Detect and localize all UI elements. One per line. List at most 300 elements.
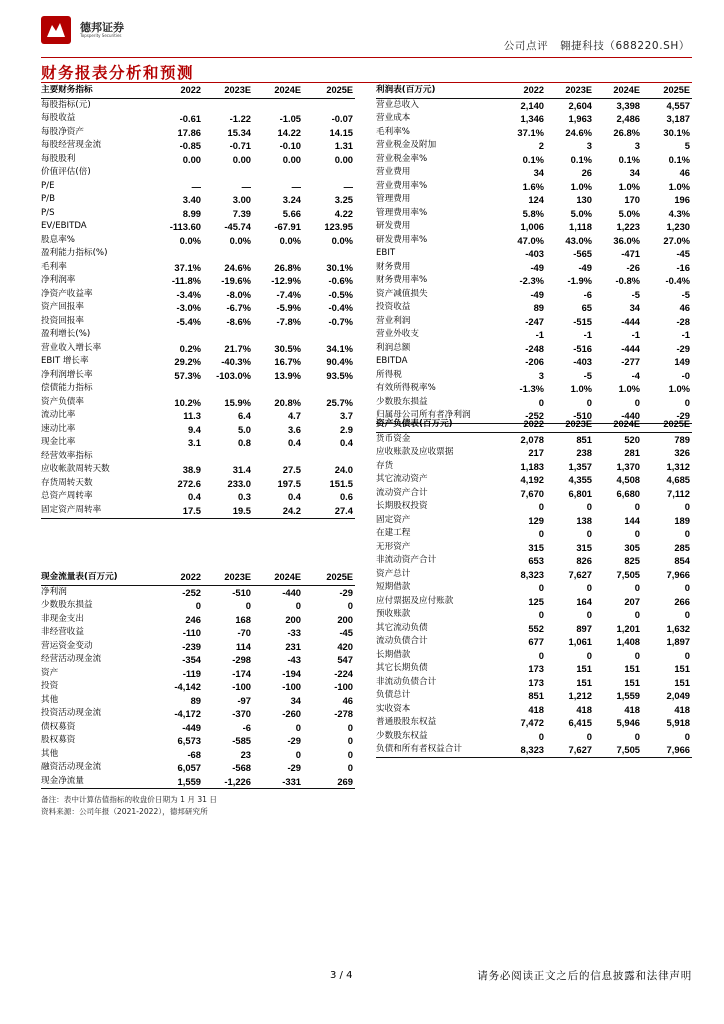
cell-value: 17.86 bbox=[177, 126, 201, 138]
cell-value: — bbox=[291, 180, 301, 192]
cell-value: 1,559 bbox=[153, 775, 203, 789]
cell-value: 0 bbox=[538, 396, 544, 408]
cell-value: 26 bbox=[581, 167, 592, 179]
row-label: 在建工程 bbox=[376, 528, 411, 539]
cell-value: -252 bbox=[496, 409, 546, 423]
cell-value: -278 bbox=[334, 708, 353, 720]
cell-value: 0.0% bbox=[331, 234, 353, 246]
cell-value: 2,049 bbox=[666, 690, 690, 702]
cell-value: -206 bbox=[525, 356, 544, 368]
cell-value: 0.4 bbox=[287, 491, 301, 503]
brand-logo-icon bbox=[41, 16, 71, 44]
row-label: 资产回报率 bbox=[41, 302, 84, 313]
cell-value: 7,966 bbox=[642, 743, 692, 757]
table-row bbox=[376, 432, 692, 446]
cell-value: 272.6 bbox=[177, 477, 201, 489]
cell-value: -354 bbox=[182, 654, 201, 666]
row-label: 净资产收益率 bbox=[41, 288, 93, 299]
cell-value: -440 bbox=[282, 586, 301, 598]
cell-value: -0.07 bbox=[331, 113, 353, 125]
cell-value: 0 bbox=[684, 501, 690, 513]
cell-value: -440 bbox=[594, 409, 642, 423]
table-header-row bbox=[376, 84, 692, 98]
cell-value bbox=[253, 450, 303, 464]
cell-value bbox=[303, 247, 355, 261]
cell-value: 1.0% bbox=[618, 180, 640, 192]
cell-value: 31.4 bbox=[232, 464, 251, 476]
cell-value: -33 bbox=[287, 627, 301, 639]
cell-value: 3.24 bbox=[282, 194, 301, 206]
table-row bbox=[41, 490, 355, 504]
cell-value: 0 bbox=[538, 528, 544, 540]
cell-value bbox=[203, 382, 253, 396]
cell-value: 238 bbox=[576, 447, 592, 459]
table-row bbox=[41, 247, 355, 261]
table-row bbox=[41, 112, 355, 126]
row-label: 净利润率 bbox=[41, 275, 76, 286]
cell-value: -1,226 bbox=[203, 775, 253, 789]
cell-value: 151 bbox=[674, 663, 690, 675]
cell-value: 0.3 bbox=[237, 491, 251, 503]
cell-value: -0.8% bbox=[615, 275, 640, 287]
cell-value: -7.8% bbox=[276, 315, 301, 327]
cell-value: 418 bbox=[624, 703, 640, 715]
cell-value: 125 bbox=[528, 595, 544, 607]
cell-value: 17.5 bbox=[153, 504, 203, 518]
cell-value bbox=[253, 166, 303, 180]
row-label: 少数股东损益 bbox=[376, 396, 428, 407]
cell-value: 25.7% bbox=[326, 396, 353, 408]
cell-value: -29 bbox=[642, 409, 692, 423]
row-label: 非流动资产合计 bbox=[376, 555, 437, 566]
row-label: 营业利润 bbox=[376, 315, 411, 326]
cell-value: -113.60 bbox=[169, 221, 201, 233]
row-label: 研发费用 bbox=[376, 221, 411, 232]
cell-value: 123.95 bbox=[324, 221, 353, 233]
cell-value: 38.9 bbox=[182, 464, 201, 476]
cell-value: 144 bbox=[624, 514, 640, 526]
table-row bbox=[376, 568, 692, 582]
cell-value: 46 bbox=[679, 302, 690, 314]
table-row bbox=[376, 716, 692, 730]
row-label: 其它流动负债 bbox=[376, 622, 428, 633]
cell-value: 0 bbox=[347, 735, 353, 747]
row-label: EBIT bbox=[376, 248, 396, 259]
table-row bbox=[376, 328, 692, 342]
table-row bbox=[41, 450, 355, 464]
cell-value: -40.3% bbox=[221, 356, 251, 368]
cell-value bbox=[303, 328, 355, 342]
cell-value: 677 bbox=[528, 636, 544, 648]
table-row bbox=[41, 694, 355, 708]
row-label: 长期借款 bbox=[376, 649, 411, 660]
cell-value: 7,112 bbox=[667, 487, 690, 499]
cell-value: 189 bbox=[674, 514, 690, 526]
cell-value: -1.05 bbox=[279, 113, 301, 125]
table-row bbox=[41, 274, 355, 288]
cell-value: 130 bbox=[576, 194, 592, 206]
row-label: 短期借款 bbox=[376, 582, 411, 593]
table-row bbox=[376, 649, 692, 663]
cell-value: 1,212 bbox=[568, 690, 592, 702]
cell-value: 0.6 bbox=[339, 491, 353, 503]
row-label: 应收帐款周转天数 bbox=[41, 464, 110, 475]
cell-value: -4,172 bbox=[174, 708, 201, 720]
cell-value: 7,472 bbox=[520, 717, 544, 729]
cell-value: -5 bbox=[631, 288, 640, 300]
cell-value: 1,963 bbox=[568, 113, 592, 125]
cell-value: 0 bbox=[245, 600, 251, 612]
cell-value: 0 bbox=[586, 501, 592, 513]
cell-value: 3.7 bbox=[339, 410, 353, 422]
year-header: 2025E bbox=[303, 84, 355, 98]
table-row bbox=[376, 274, 692, 288]
cell-value: 1,632 bbox=[666, 622, 690, 634]
cell-value: -6.7% bbox=[226, 302, 251, 314]
cell-value: 7,966 bbox=[666, 568, 690, 580]
cell-value: 0 bbox=[634, 609, 640, 621]
cell-value: 5.0% bbox=[618, 207, 640, 219]
row-label: 利润总额 bbox=[376, 342, 411, 353]
cell-value: -174 bbox=[232, 667, 251, 679]
cell-value: -43 bbox=[287, 654, 301, 666]
table-row bbox=[41, 734, 355, 748]
cell-value bbox=[253, 247, 303, 261]
cell-value: 30.5% bbox=[274, 342, 301, 354]
table-row bbox=[376, 180, 692, 194]
cell-value: 46 bbox=[679, 167, 690, 179]
cell-value: — bbox=[343, 180, 353, 192]
row-label: 股权募资 bbox=[41, 735, 76, 746]
cell-value: 0.0% bbox=[229, 234, 251, 246]
row-label: 资产负债率 bbox=[41, 396, 84, 407]
cell-value: 151 bbox=[624, 663, 640, 675]
cell-value: -403 bbox=[525, 248, 544, 260]
cell-value: -585 bbox=[232, 735, 251, 747]
row-label: 财务费用 bbox=[376, 261, 411, 272]
cell-value: -0.6% bbox=[328, 275, 353, 287]
cell-value: -194 bbox=[282, 667, 301, 679]
cell-value: -0.61 bbox=[179, 113, 201, 125]
cell-value: 1,230 bbox=[666, 221, 690, 233]
cell-value: 266 bbox=[674, 595, 690, 607]
table-title: 资产负债表(百万元) bbox=[376, 418, 496, 432]
cell-value: 34 bbox=[533, 167, 544, 179]
row-label: 所得税 bbox=[376, 369, 402, 380]
table-row bbox=[376, 220, 692, 234]
year-header: 2023E bbox=[546, 418, 594, 432]
page-number: 3 / 4 bbox=[330, 970, 353, 981]
legal-disclaimer: 请务必阅读正文之后的信息披露和法律声明 bbox=[477, 970, 692, 982]
row-label: 投资回报率 bbox=[41, 315, 84, 326]
cell-value: 0 bbox=[586, 582, 592, 594]
cell-value: -370 bbox=[232, 708, 251, 720]
cell-value: 0 bbox=[684, 528, 690, 540]
year-header: 2023E bbox=[203, 571, 253, 585]
year-header: 2023E bbox=[203, 84, 253, 98]
cell-value: 418 bbox=[576, 703, 592, 715]
cell-value: 149 bbox=[674, 356, 690, 368]
cell-value: -0.71 bbox=[229, 140, 251, 152]
table-row bbox=[41, 193, 355, 207]
cell-value: 151 bbox=[674, 676, 690, 688]
cell-value: 1,357 bbox=[568, 460, 592, 472]
row-label: 有效所得税率% bbox=[376, 383, 436, 394]
row-label: 现金净流量 bbox=[41, 775, 153, 789]
cell-value: -5 bbox=[681, 288, 690, 300]
row-label: 固定资产周转率 bbox=[41, 504, 153, 518]
row-label: 债权募资 bbox=[41, 721, 76, 732]
cell-value: 825 bbox=[624, 555, 640, 567]
row-label: 营业税金率% bbox=[376, 153, 428, 164]
cell-value: 4,508 bbox=[616, 474, 640, 486]
cell-value: 1,006 bbox=[520, 221, 544, 233]
table-row bbox=[376, 622, 692, 636]
row-label: 营业总收入 bbox=[376, 99, 419, 110]
cell-value bbox=[253, 382, 303, 396]
table-row bbox=[41, 288, 355, 302]
row-label: 流动比率 bbox=[41, 410, 76, 421]
brand-name-english: Topsperity Securities bbox=[80, 33, 122, 38]
cell-value: 1,223 bbox=[616, 221, 640, 233]
cell-value: 0 bbox=[684, 730, 690, 742]
table-row bbox=[41, 396, 355, 410]
row-label: 盈利增长(%) bbox=[41, 329, 91, 340]
row-label: 存货 bbox=[376, 460, 394, 471]
cell-value: 4,557 bbox=[666, 99, 690, 111]
row-label: P/E bbox=[41, 180, 55, 191]
cell-value: 2 bbox=[538, 140, 544, 152]
cell-value: 0.1% bbox=[668, 153, 690, 165]
row-label: 毛利率 bbox=[41, 261, 67, 272]
cell-value: 0 bbox=[586, 609, 592, 621]
cell-value: -0 bbox=[681, 369, 690, 381]
table-row bbox=[376, 247, 692, 261]
table-row bbox=[376, 139, 692, 153]
cell-value: 0.0% bbox=[179, 234, 201, 246]
year-header: 2025E bbox=[303, 571, 355, 585]
cell-value: 0 bbox=[634, 501, 640, 513]
row-label: 偿债能力指标 bbox=[41, 383, 93, 394]
cell-value bbox=[153, 98, 203, 112]
table-row bbox=[376, 382, 692, 396]
cell-value: -45 bbox=[339, 627, 353, 639]
cell-value: 1,370 bbox=[616, 460, 640, 472]
cell-value: 0.0% bbox=[279, 234, 301, 246]
cell-value: 0 bbox=[538, 649, 544, 661]
table-row bbox=[41, 653, 355, 667]
cell-value: 30.1% bbox=[663, 126, 690, 138]
cell-value: 0.4 bbox=[287, 437, 301, 449]
cell-value: -298 bbox=[232, 654, 251, 666]
cell-value: -100 bbox=[334, 681, 353, 693]
cell-value: -97 bbox=[237, 694, 251, 706]
cell-value: 168 bbox=[235, 613, 251, 625]
row-label: 实收资本 bbox=[376, 703, 411, 714]
row-label: 非流动负债合计 bbox=[376, 676, 437, 687]
cell-value: 0 bbox=[295, 748, 301, 760]
cell-value: 1,118 bbox=[569, 221, 592, 233]
table-row bbox=[41, 301, 355, 315]
cell-value: 93.5% bbox=[326, 369, 353, 381]
row-label: 研发费用率% bbox=[376, 234, 428, 245]
cell-value: -70 bbox=[237, 627, 251, 639]
cell-value: 20.8% bbox=[274, 396, 301, 408]
row-label: 营运资金变动 bbox=[41, 640, 93, 651]
cell-value: -1 bbox=[535, 329, 544, 341]
cell-value: -45.74 bbox=[224, 221, 251, 233]
cell-value: 0 bbox=[538, 609, 544, 621]
table-row bbox=[41, 126, 355, 140]
row-label: 预收账款 bbox=[376, 609, 411, 620]
row-label: 每股指标(元) bbox=[41, 99, 91, 110]
cell-value: -103.0% bbox=[216, 369, 251, 381]
cell-value: -5 bbox=[583, 369, 592, 381]
cell-value: 19.5 bbox=[203, 504, 253, 518]
income-statement-table bbox=[376, 84, 692, 424]
row-label: 其他 bbox=[41, 694, 59, 705]
cell-value: 27.0% bbox=[663, 234, 690, 246]
row-label: 盈利能力指标(%) bbox=[41, 248, 108, 259]
cell-value: 65 bbox=[581, 302, 592, 314]
cell-value: 151.5 bbox=[329, 477, 353, 489]
cell-value: 0.00 bbox=[182, 153, 201, 165]
table-row bbox=[376, 487, 692, 501]
row-label: 少数股东损益 bbox=[41, 600, 93, 611]
year-header: 2024E bbox=[253, 84, 303, 98]
table-row bbox=[41, 220, 355, 234]
cell-value: 124 bbox=[528, 194, 544, 206]
row-label: 非现金支出 bbox=[41, 613, 84, 624]
cell-value: 1,897 bbox=[666, 636, 690, 648]
cell-value: -565 bbox=[573, 248, 592, 260]
cell-value bbox=[253, 328, 303, 342]
cell-value: 24.2 bbox=[253, 504, 303, 518]
cell-value: 0.00 bbox=[232, 153, 251, 165]
cell-value: -28 bbox=[676, 315, 690, 327]
row-label: 资产减值损失 bbox=[376, 288, 428, 299]
cell-value: -0.4% bbox=[328, 302, 353, 314]
cell-value: -11.8% bbox=[171, 275, 201, 287]
cell-value: 789 bbox=[674, 433, 690, 445]
table-row bbox=[41, 98, 355, 112]
cell-value: 0 bbox=[295, 600, 301, 612]
cell-value: 24.6% bbox=[224, 261, 251, 273]
cell-value: -5.4% bbox=[176, 315, 201, 327]
cell-value: 151 bbox=[624, 676, 640, 688]
row-label: 无形资产 bbox=[376, 541, 411, 552]
cell-value: 164 bbox=[576, 595, 592, 607]
row-label: 普通股股东权益 bbox=[376, 717, 437, 728]
cell-value: 7,505 bbox=[594, 743, 642, 757]
cell-value: -239 bbox=[182, 640, 201, 652]
cell-value: -224 bbox=[334, 667, 353, 679]
cell-value: -110 bbox=[182, 627, 201, 639]
table-row bbox=[376, 153, 692, 167]
year-header: 2022 bbox=[153, 84, 203, 98]
table-row bbox=[41, 315, 355, 329]
cell-value: 0.1% bbox=[570, 153, 592, 165]
cell-value: 1.0% bbox=[668, 180, 690, 192]
cell-value: -568 bbox=[232, 762, 251, 774]
cell-value: 285 bbox=[674, 541, 690, 553]
table-row bbox=[41, 153, 355, 167]
cell-value: -119 bbox=[182, 667, 201, 679]
cell-value: 1,559 bbox=[616, 690, 640, 702]
cell-value: 0 bbox=[634, 396, 640, 408]
cell-value: 196 bbox=[674, 194, 690, 206]
cell-value: 233.0 bbox=[227, 477, 251, 489]
table-row bbox=[376, 541, 692, 555]
cell-value: -449 bbox=[182, 721, 201, 733]
cell-value: 26.8% bbox=[274, 261, 301, 273]
cell-value: -6 bbox=[583, 288, 592, 300]
cell-value: -515 bbox=[573, 315, 592, 327]
row-label: 固定资产 bbox=[376, 514, 411, 525]
row-label: 股息率% bbox=[41, 234, 75, 245]
cell-value: 5.66 bbox=[282, 207, 301, 219]
cell-value: -1 bbox=[631, 329, 640, 341]
table-row bbox=[376, 126, 692, 140]
cell-value bbox=[203, 247, 253, 261]
row-label: 其它长期负债 bbox=[376, 663, 428, 674]
cell-value: -5.9% bbox=[276, 302, 301, 314]
row-label: 价值评估(倍) bbox=[41, 167, 91, 178]
table-row bbox=[41, 626, 355, 640]
cell-value: 3,398 bbox=[616, 99, 640, 111]
cell-value: 1.31 bbox=[334, 140, 353, 152]
row-label: 经营活动现金流 bbox=[41, 654, 102, 665]
row-label: 货币资金 bbox=[376, 433, 411, 444]
cell-value: 27.5 bbox=[282, 464, 301, 476]
table-row bbox=[376, 261, 692, 275]
cell-value: 1.0% bbox=[570, 180, 592, 192]
row-label: 存货周转天数 bbox=[41, 477, 93, 488]
cell-value: 854 bbox=[674, 555, 690, 567]
cell-value: 3.6 bbox=[287, 423, 301, 435]
cell-value: 3.1 bbox=[187, 437, 201, 449]
cell-value: 1,201 bbox=[616, 622, 640, 634]
cell-value: -100 bbox=[282, 681, 301, 693]
cell-value: 0 bbox=[586, 528, 592, 540]
cell-value: 15.9% bbox=[224, 396, 251, 408]
cell-value: 197.5 bbox=[277, 477, 301, 489]
cell-value: 24.6% bbox=[565, 126, 592, 138]
cell-value: -4,142 bbox=[174, 681, 201, 693]
cell-value: 1,061 bbox=[568, 636, 592, 648]
cell-value: 0 bbox=[538, 501, 544, 513]
table-row bbox=[41, 342, 355, 356]
cell-value: 5,918 bbox=[666, 717, 690, 729]
cell-value: -67.91 bbox=[274, 221, 301, 233]
year-header: 2022 bbox=[496, 418, 546, 432]
cell-value: 5.8% bbox=[522, 207, 544, 219]
cell-value: 0 bbox=[538, 582, 544, 594]
cell-value: -471 bbox=[621, 248, 640, 260]
table-header-row bbox=[41, 84, 355, 98]
cell-value: 6,680 bbox=[616, 487, 640, 499]
row-label: 投资 bbox=[41, 681, 59, 692]
table-row bbox=[376, 355, 692, 369]
row-label: P/S bbox=[41, 207, 55, 218]
cell-value: 4,355 bbox=[568, 474, 592, 486]
cell-value: 151 bbox=[576, 663, 592, 675]
cell-value: 1,183 bbox=[520, 460, 544, 472]
cell-value: 8,323 bbox=[496, 743, 546, 757]
table-row bbox=[41, 409, 355, 423]
row-label: 营业税金及附加 bbox=[376, 140, 437, 151]
report-header bbox=[470, 38, 690, 53]
